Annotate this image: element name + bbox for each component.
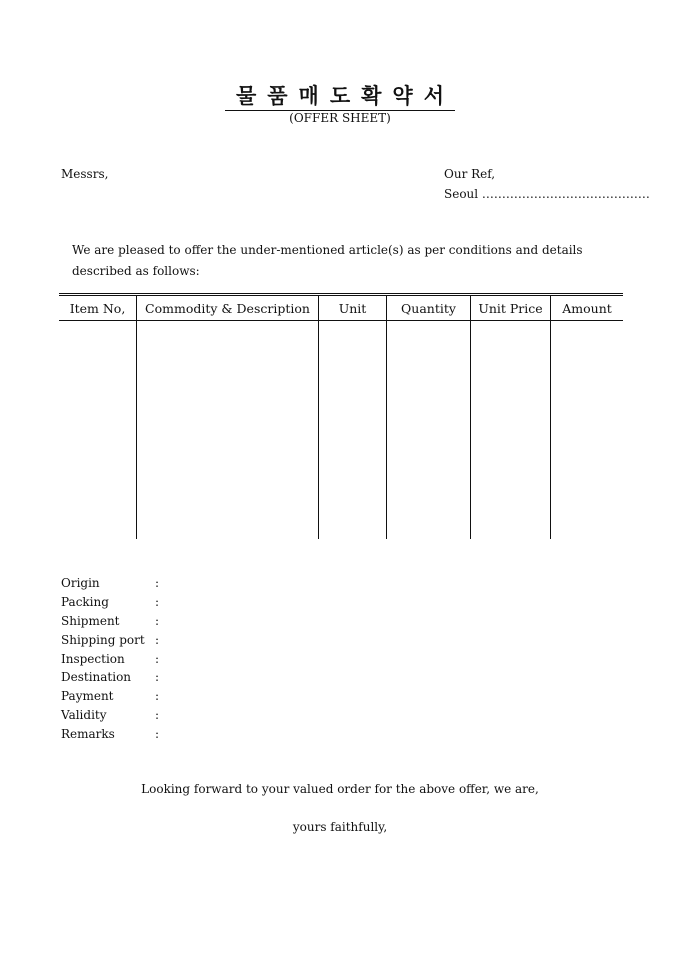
signoff-text: yours faithfully, xyxy=(292,820,388,834)
term-inspection: Inspection : xyxy=(61,651,160,666)
items-table xyxy=(59,293,623,539)
cell-unit xyxy=(319,321,387,540)
table-body-row xyxy=(59,321,623,540)
table-header-row xyxy=(59,295,623,321)
term-payment: Payment : xyxy=(61,689,160,704)
col-item-no: Item No, xyxy=(59,295,137,321)
document-subtitle: (OFFER SHEET) xyxy=(289,111,391,125)
term-origin: Origin : xyxy=(61,576,160,590)
cell-quantity xyxy=(387,321,471,540)
seoul-date-line: Seoul …………………………………… xyxy=(444,187,650,201)
intro-paragraph: We are pleased to offer the under-mentioned article(s) as per conditions and details described as follows: xyxy=(72,243,583,278)
cell-item-no xyxy=(59,321,137,540)
term-packing: Packing : xyxy=(61,594,160,609)
col-commodity: Commodity & Description xyxy=(137,295,319,321)
term-remarks: Remarks : xyxy=(61,727,160,742)
cell-commodity xyxy=(137,321,319,540)
messrs-label: Messrs, xyxy=(61,167,109,181)
term-destination: Destination : xyxy=(61,670,160,685)
our-ref-label: Our Ref, xyxy=(444,167,496,181)
document-title xyxy=(0,80,680,110)
closing-sentence: Looking forward to your valued order for the above offer, we are, xyxy=(141,782,539,796)
term-validity: Validity : xyxy=(61,708,160,723)
term-shipping-port: Shipping port : xyxy=(61,632,160,647)
col-unit-price: Unit Price xyxy=(471,295,551,321)
terms-list xyxy=(61,576,160,746)
cell-unit-price xyxy=(471,321,551,540)
col-unit: Unit xyxy=(319,295,387,321)
col-amount: Amount xyxy=(551,295,624,321)
col-quantity: Quantity xyxy=(387,295,471,321)
title-korean: 물품매도확약서 xyxy=(225,83,455,111)
term-shipment: Shipment : xyxy=(61,613,160,628)
cell-amount xyxy=(551,321,624,540)
